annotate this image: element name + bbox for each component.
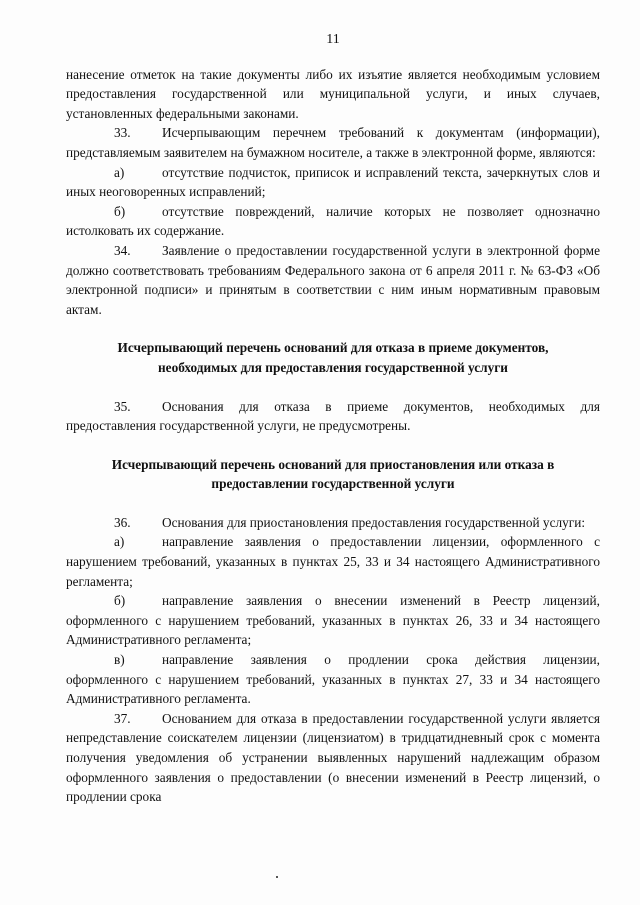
- paragraph-number: а): [114, 534, 125, 550]
- paragraph-number: б): [114, 203, 126, 219]
- paragraph-number: 36.: [114, 514, 131, 530]
- paragraph-33: 33. Исчерпывающим перечнем требований к документам (информации), представляемым заявителем на бумажном носителе, а также в электронной форме, являются:: [66, 125, 600, 160]
- paragraph-37: 37. Основанием для отказа в предоставлении государственной услуги является непредставление соискателем лицензии (лицензиатом) в тридцатидневный срок с момента получения уведомления об устранении выявленных нарушений надлежащим образом оформленного заявления о предоставлении (о внесении изменений в Реестр лицензий, о продлении срока: [66, 710, 600, 805]
- paragraph-number: 34.: [114, 242, 131, 258]
- paragraph-number: 33.: [114, 125, 131, 141]
- paragraph-number: в): [114, 652, 125, 668]
- paragraph-36-a: а) направление заявления о предоставлении лицензии, оформленного с нарушением требований, указанных в пунктах 25, 33 и 34 настоящего Административного регламента;: [66, 534, 600, 589]
- scan-dot: [276, 876, 278, 878]
- paragraph-33-a: а) отсутствие подчисток, приписок и исправлений текста, зачеркнутых слов и иных неоговоренных исправлений;: [66, 164, 600, 200]
- paragraph-33-b: б) отсутствие повреждений, наличие которых не позволяет однозначно истолковать их содержание.: [66, 203, 600, 239]
- page-number: 11: [326, 32, 340, 47]
- paragraph-number: б): [114, 593, 126, 609]
- paragraph-34: 34. Заявление о предоставлении государственной услуги в электронной форме должно соответствовать требованиям Федерального закона от 6 апреля 2011 г. № 63-ФЗ «Об электронной подписи» и принятым в соответствии с ним иным нормативным правовым актам.: [66, 242, 600, 317]
- paragraph-36-b: б) направление заявления о внесении изменений в Реестр лицензий, оформленного с нарушением требований, указанных в пунктах 26, 33 и 34 настоящего Административного регламента;: [66, 593, 600, 648]
- paragraph-35: 35. Основания для отказа в приеме документов, необходимых для предоставления государственной услуги, не предусмотрены.: [66, 398, 600, 434]
- paragraph-number: 35.: [114, 398, 131, 414]
- section-heading-suspension-refusal: Исчерпывающий перечень оснований для приостановления или отказа в предоставлении государственной услуги: [111, 456, 555, 492]
- section-heading-refusal-acceptance: Исчерпывающий перечень оснований для отказа в приеме документов, необходимых для предоставления государственной услуги: [117, 340, 549, 375]
- paragraph-continuation: нанесение отметок на такие документы либо их изъятие является необходимым условием предоставления государственной или муниципальной услуги, и иных случаев, установленных федеральными законами.: [66, 66, 600, 121]
- paragraph-number: а): [114, 164, 125, 180]
- paragraph-36-c: в) направление заявления о продлении срока действия лицензии, оформленного с нарушением требований, указанных в пунктах 27, 33 и 34 настоящего Административного регламента.: [66, 652, 600, 707]
- paragraph-36: 36. Основания для приостановления предоставления государственной услуги:: [66, 513, 600, 533]
- paragraph-number: 37.: [114, 710, 131, 726]
